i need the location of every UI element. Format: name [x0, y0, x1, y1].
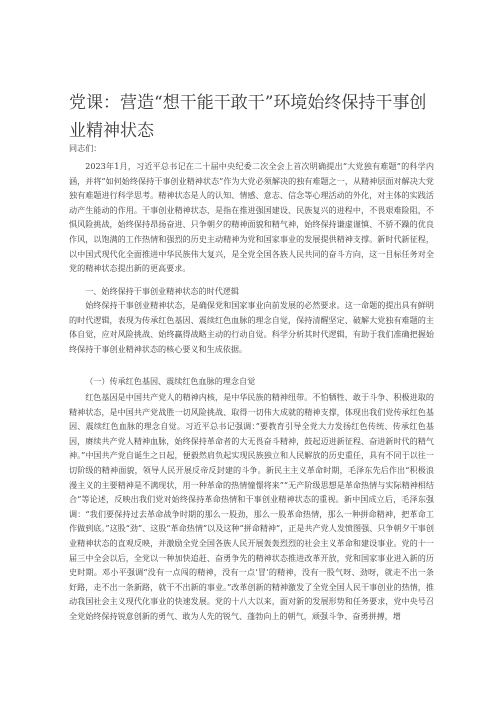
paragraph-intro: 2023年1月，习近平总书记在二十届中央纪委二次全会上首次明确提出“大党独有难题”的科学内涵，并将“如何始终保持干事创业精神状态”作为大党必须解决的独有难题之一，从精神层面对解决大党独有难题进行科学思考。精神状态是人的认知、情感、意志、信念等心理活动的外化，对主体的实践活动产生能动的作用。干事创业精神状态，是指在推进强国建设、民族复兴的进程中，不畏艰难险阻，不惧风险挑战，始终保持昂扬奋进、只争朝夕的精神面貌和精气神，始终保持谦虚谨慎、不骄不躁的优良作风，以饱满的工作热情和强烈的历史主动精神为党和国家事业的发展提供精神支撑。新时代新征程，以中国式现代化全面推进中华民族伟大复兴，是全党全国各族人民共同的奋斗方向，这一目标任务对全党的精神状态提出新的更高要求。	[69, 161, 434, 274]
salutation: 同志们：	[69, 143, 102, 153]
document-title: 党课：营造“想干能干敢干”环境始终保持干事创业精神状态	[69, 93, 427, 142]
paragraph-section-1: 始终保持干事创业精神状态，是确保党和国家事业向前发展的必然要求。这一命题的提出具有鲜明的时代逻辑，表现为传承红色基因、震续红色血脉的理念自觉，保持清醒坚定、破解大党独有难题的主体自觉，应对风险挑战、始终赢得战略主动的行动自觉。科学分析其时代逻辑，有助于我们准确把握始终保持干事创业精神状态的核心要义和生成依据。	[69, 300, 434, 354]
subsection-heading-1: （一）传承红色基因、震续红色血脉的理念自觉	[85, 376, 256, 386]
paragraph-subsection-1: 红色基因是中国共产党人的精神内核，是中华民族的精神纽带。不怕牺牲、敢于斗争、积极进取的精神状态，是中国共产党战胜一切风险挑战、取得一切伟大成就的精神支撑，体现出我们党传承红色基因、震续红色血脉的理念自觉。习近平总书记强调：”要教育引导全党大力发扬红色传统、传承红色基因，赓续共产党人精神血脉，始终保持革命者的大无畏奋斗精神，鼓起迈进新征程、奋进新时代的精气神。”中国共产党自诞生之日起，便毅然肩负起实现民族独立和人民解放的历史重任，具有不同于以往一切阶级的精神面貌，领导人民开展反帝反封建的斗争。新民主主义革命时期，毛泽东先后作出“积极浪漫主义的主要精神是不满现状，用一种革命的热情憧憬将来”“无产阶级思想是革命热情与实际精神相结合”等论述，反映出我们党对始终保持革命热情和干事创业精神状态的重视。新中国成立后，毛泽东强调：“我们要保持过去革命战争时期的那么一股劲，那么一股革命热情，那么一种拼命精神，把革命工作做到底。”这股“劲”、这股“革命热情”以及这种“拼命精神”，正是共产党人发愤图强、只争朝夕干事创业精神状态的直观反映，并激励全党全国各族人民开展轰轰烈烈的社会主义革命和建设事业。党的十一届三中全会以后，全党以一种加快追赶、奋勇争先的精神状态推进改革开放，党和国家事业进入新的历史时期。邓小平强调“没有一点闯的精神，没有一点‘冒’的精神，没有一股气呀、劲呀，就走不出一条好路，走不出一条新路，就干不出新的事业。”改革创新的精神激发了全党全国人民干事创业的热情，推动我国社会主义现代化事业的快速发展。党的十八大以来，面对新的发展形势和任务要求，党中央号召全党始终保持锐意创新的勇气、敢为人先的锐气、蓬勃向上的朝气，顽强斗争、奋勇拼搏，增	[69, 392, 434, 621]
section-heading-1: 一、始终保持干事创业精神状态的时代逻辑	[85, 286, 239, 296]
